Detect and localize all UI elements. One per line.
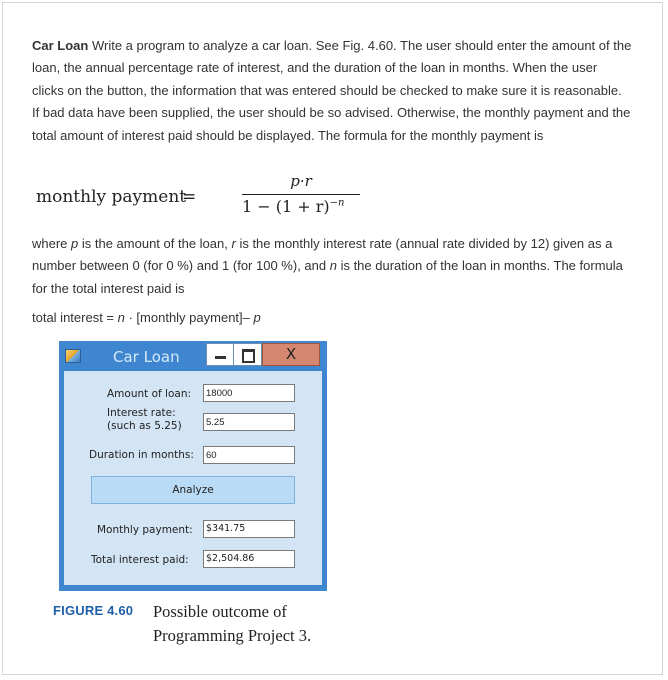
formula-exponent: −n: [329, 197, 345, 209]
formula-denominator-base: 1 − (1 + r): [242, 197, 330, 216]
exercise-intro-text: Write a program to analyze a car loan. See Fig. 4.60. The user should enter the amount of the loan, the annual percentage rate of interest, and the duration of the loan in months. When the user clicks on the button, the information that was entered should be checked to make sure it is reasonable. If bad data have been supplied, the user should be so advised. Otherwise, the monthly payment and the total amount of interest paid should be displayed. The formula for the monthly payment is: [32, 38, 632, 143]
car-loan-window: [59, 341, 327, 591]
explanation-text-2: is the monthly interest rate (annual rate divided by 12) given as a number between 0 (for 0 %) and 1 (for 100 %), and: [32, 236, 613, 274]
variable-explanation: [32, 233, 632, 300]
total-interest-label: Total interest paid:: [91, 554, 189, 566]
total-formula-middle: · [monthly payment]–: [124, 310, 254, 325]
var-r: r: [231, 236, 236, 251]
app-icon[interactable]: [65, 349, 81, 363]
total-interest-formula: [32, 307, 632, 329]
fraction-bar: [242, 194, 360, 195]
rate-label: [107, 407, 182, 433]
total-var-n: n: [117, 310, 125, 325]
exercise-title: Car Loan: [32, 38, 89, 53]
maximize-button[interactable]: [234, 343, 262, 366]
rate-label-line1: Interest rate:: [107, 407, 176, 419]
monthly-payment-output: $341.75: [203, 520, 295, 538]
total-var-p: p: [253, 310, 261, 325]
total-interest-output: $2,504.86: [203, 550, 295, 568]
amount-label: Amount of loan:: [107, 388, 192, 400]
duration-input[interactable]: [203, 446, 295, 464]
close-icon: X: [285, 345, 297, 363]
explanation-text-1: is the amount of the loan,: [78, 236, 232, 251]
rate-input[interactable]: [203, 413, 295, 431]
analyze-button[interactable]: Analyze: [91, 476, 295, 504]
formula-denominator: [242, 197, 360, 216]
explanation-text-3: is the duration of the loan in months. The formula for the total interest paid is: [32, 258, 623, 296]
rate-label-line2: (such as 5.25): [107, 420, 182, 432]
figure-caption-text: Possible outcome of Programming Project 3.: [153, 602, 312, 645]
duration-label: Duration in months:: [89, 449, 194, 461]
var-n: n: [329, 258, 337, 274]
formula-lhs: monthly payment: [36, 187, 187, 207]
monthly-payment-label: Monthly payment:: [97, 524, 193, 536]
var-p: p: [71, 236, 79, 251]
window-titlebar[interactable]: [59, 341, 327, 371]
monthly-payment-formula: [36, 170, 396, 226]
amount-input[interactable]: [203, 384, 295, 402]
close-button[interactable]: [262, 343, 320, 366]
total-formula-prefix: total interest =: [32, 310, 118, 325]
explanation-text-where: where: [32, 236, 72, 251]
formula-numerator: p·r: [290, 172, 312, 190]
minimize-button[interactable]: [206, 343, 234, 366]
formula-equals: =: [182, 187, 197, 207]
window-title: Car Loan: [113, 348, 180, 366]
exercise-intro: [32, 35, 632, 147]
figure-label: FIGURE 4.60: [53, 603, 134, 618]
window-client-area: [64, 371, 322, 585]
